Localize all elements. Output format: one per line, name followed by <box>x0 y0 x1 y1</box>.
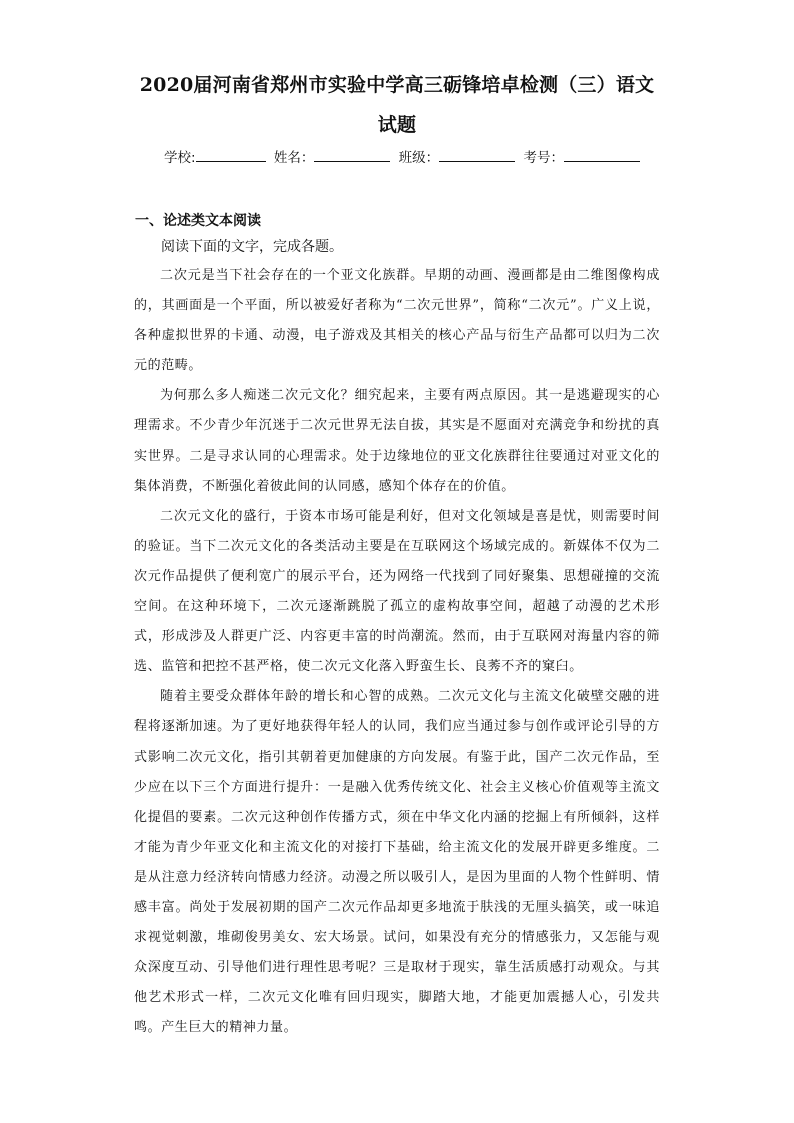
exam-title-line-2: 试题 <box>377 114 417 136</box>
passage-paragraph-2: 为何那么多人痴迷二次元文化？细究起来，主要有两点原因。其一是逃避现实的心理需求。不少青少年沉迷于二次元世界无法自拔，其实是不愿面对充满竞争和纷扰的真实世界。二是寻求认同的心理需求。处于边缘地位的亚文化族群往往要通过对亚文化的集体消费，不断强化着彼此间的认同感，感知个体存在的价值。 <box>134 388 660 494</box>
student-info-row <box>164 146 644 166</box>
class-blank <box>439 147 515 162</box>
school-blank <box>196 147 266 162</box>
school-label: 学校: <box>164 150 196 166</box>
passage-paragraph-1: 二次元是当下社会存在的一个亚文化族群。早期的动画、漫画都是由二维图像构成的，其画面是一个平面，所以被爱好者称为“二次元世界”，简称“二次元”。广义上说，各种虚拟世界的卡通、动漫，电子游戏及其相关的核心产品与衍生产品都可以归为二次元的范畴。 <box>134 268 660 374</box>
passage-paragraph-3: 二次元文化的盛行，于资本市场可能是利好，但对文化领域是喜是忧，则需要时间的验证。当下二次元文化的各类活动主要是在互联网这个场域完成的。新媒体不仅为二次元作品提供了便利宽广的展示平台，还为网络一代找到了同好聚集、思想碰撞的交流空间。在这种环境下，二次元逐渐跳脱了孤立的虚构故事空间，超越了动漫的艺术形式，形成涉及人群更广泛、内容更丰富的时尚潮流。然而，由于互联网对海量内容的筛选、监管和把控不甚严格，使二次元文化落入野蛮生长、良莠不齐的窠臼。 <box>134 508 660 675</box>
exam-number-blank <box>564 147 640 162</box>
section-heading: 一、论述类文本阅读 <box>135 213 261 229</box>
exam-number-label: 考号： <box>523 150 564 166</box>
name-label: 姓名： <box>273 150 315 166</box>
name-blank <box>314 147 390 162</box>
exam-title-line-1: 2020届河南省郑州市实验中学高三砺锋培卓检测（三）语文 <box>139 74 655 96</box>
class-label: 班级： <box>398 150 440 166</box>
passage-paragraph-4: 随着主要受众群体年龄的增长和心智的成熟。二次元文化与主流文化破壁交融的进程将逐渐加速。为了更好地获得年轻人的认同，我们应当通过参与创作或评论引导的方式影响二次元文化，指引其朝着更加健康的方向发展。有鉴于此，国产二次元作品，至少应在以下三个方面进行提升：一是融入优秀传统文化、社会主义核心价值观等主流文化提倡的要素。二次元这种创作传播方式，须在中华文化内涵的挖掘上有所倾斜，这样才能为青少年亚文化和主流文化的对接打下基础，给主流文化的发展开辟更多维度。二是从注意力经济转向情感力经济。动漫之所以吸引人，是因为里面的人物个性鲜明、情感丰富。尚处于发展初期的国产二次元作品却更多地流于肤浅的无厘头搞笑，或一味追求视觉刺激，堆砌俊男美女、宏大场景。试问，如果没有充分的情感张力，又怎能与观众深度互动、引导他们进行理性思考呢？三是取材于现实，靠生活质感打动观众。与其他艺术形式一样，二次元文化唯有回归现实，脚踏大地，才能更加震撼人心，引发共鸣。产生巨大的精神力量。 <box>134 689 660 1036</box>
reading-passage <box>134 261 660 1043</box>
section-instruction: 阅读下面的文字，完成各题。 <box>161 239 343 255</box>
